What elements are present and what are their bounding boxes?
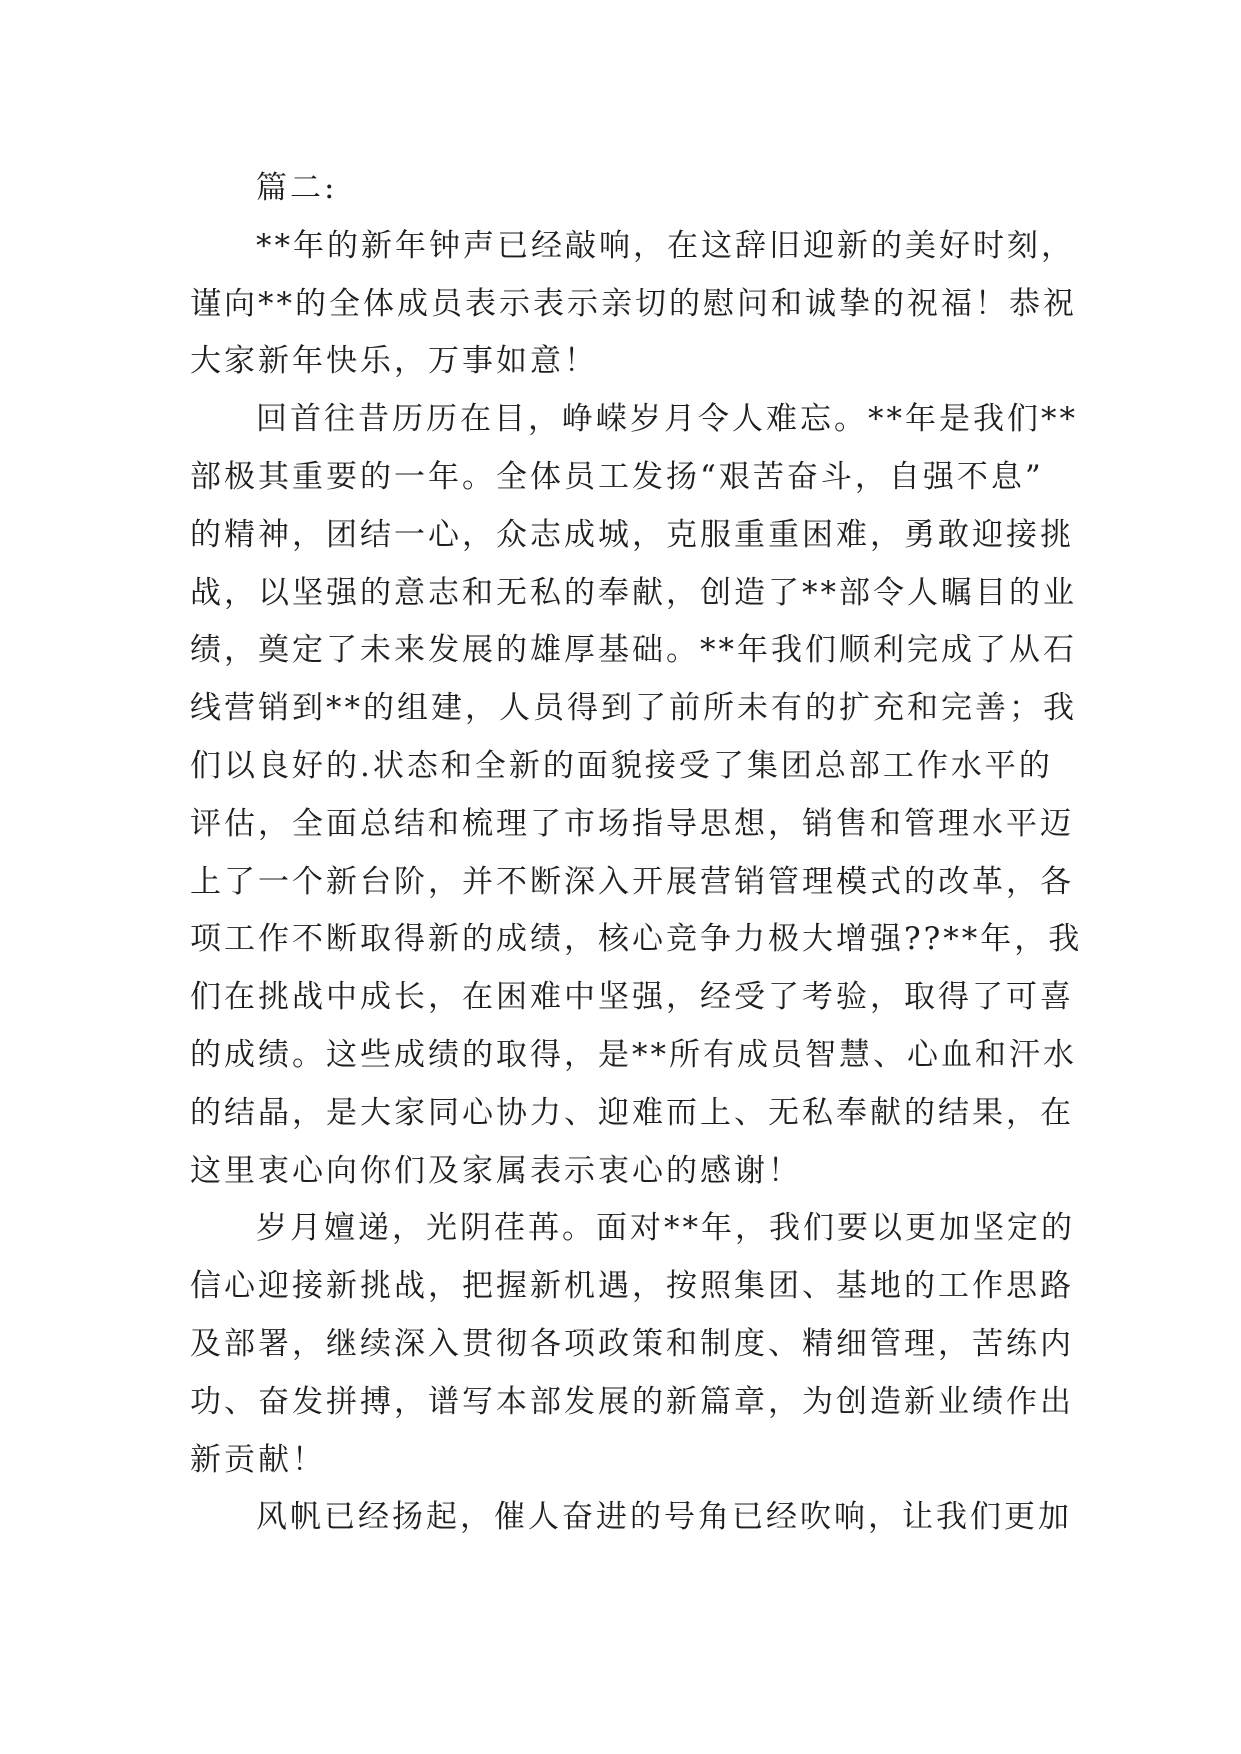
paragraph-3-line-1: 岁月嬗递，光阴荏苒。面对**年，我们要以更加坚定的: [256, 1210, 1075, 1247]
paragraph-2-line-11: 们在挑战中成长，在困难中坚强，经受了考验，取得了可喜: [190, 979, 1074, 1016]
paragraph-2-line-14: 这里衷心向你们及家属表示衷心的感谢！: [190, 1152, 802, 1189]
section-heading: 篇二:: [256, 170, 338, 206]
paragraph-1-line-2: 谨向**的全体成员表示表示亲切的慰问和诚挚的祝福！恭祝: [190, 285, 1077, 322]
paragraph-3-line-5: 新贡献！: [190, 1441, 326, 1478]
paragraph-2-line-2: 部极其重要的一年。全体员工发扬“艰苦奋斗，自强不息”: [190, 458, 1044, 495]
paragraph-3-line-4: 功、奋发拼搏，谱写本部发展的新篇章，为创造新业绩作出: [190, 1383, 1074, 1420]
paragraph-2-line-7: 们以良好的.状态和全新的面貌接受了集团总部工作水平的: [190, 747, 1053, 784]
document-body: [190, 160, 1083, 1547]
paragraph-2-line-12: 的成绩。这些成绩的取得，是**所有成员智慧、心血和汗水: [190, 1036, 1077, 1073]
paragraph-3-line-2: 信心迎接新挑战，把握新机遇，按照集团、基地的工作思路: [190, 1268, 1074, 1305]
paragraph-2-line-13: 的结晶，是大家同心协力、迎难而上、无私奉献的结果，在: [190, 1094, 1074, 1131]
paragraph-3-line-3: 及部署，继续深入贯彻各项政策和制度、精细管理，苦练内: [190, 1325, 1074, 1362]
paragraph-2-line-6: 线营销到**的组建，人员得到了前所未有的扩充和完善；我: [190, 690, 1077, 727]
paragraph-2-line-3: 的精神，团结一心，众志成城，克服重重困难，勇敢迎接挑: [190, 516, 1074, 553]
paragraph-2-line-5: 绩，奠定了未来发展的雄厚基础。**年我们顺利完成了从石: [190, 632, 1077, 669]
paragraph-2-line-4: 战，以坚强的意志和无私的奉献，创造了**部令人瞩目的业: [190, 574, 1077, 611]
paragraph-1-line-3: 大家新年快乐，万事如意！: [190, 343, 598, 380]
paragraph-4-line-1: 风帆已经扬起，催人奋进的号角已经吹响，让我们更加: [256, 1499, 1072, 1536]
paragraph-2-line-10: 项工作不断取得新的成绩，核心竞争力极大增强??**年，我: [190, 921, 1083, 958]
paragraph-2-line-8: 评估，全面总结和梳理了市场指导思想，销售和管理水平迈: [190, 805, 1074, 842]
paragraph-2-line-9: 上了一个新台阶，并不断深入开展营销管理模式的改革，各: [190, 863, 1074, 900]
paragraph-1-line-1: **年的新年钟声已经敲响，在这辞旧迎新的美好时刻，: [256, 227, 1075, 264]
paragraph-2-line-1: 回首往昔历历在目，峥嵘岁月令人难忘。**年是我们**: [256, 401, 1078, 438]
